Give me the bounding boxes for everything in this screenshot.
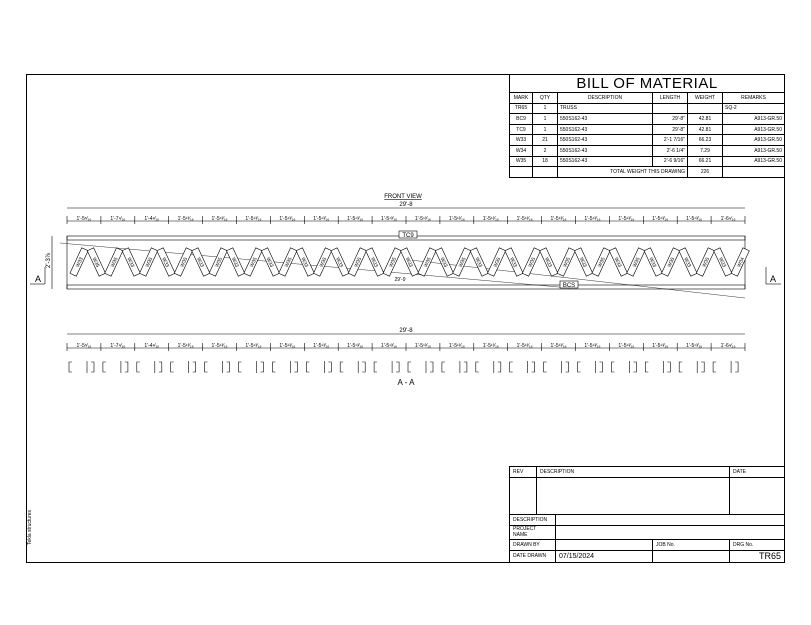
section-span-dim: 1'-5¹³⁄₁₆ <box>414 343 431 349</box>
web-member <box>609 248 628 277</box>
web-member <box>226 248 245 277</box>
web-member <box>644 248 663 277</box>
bom-remarks: A913-GR.50 <box>723 124 785 135</box>
bom-remarks: SQ-2 <box>723 103 785 114</box>
web-member <box>435 248 454 277</box>
rev-date-header: DATE <box>730 467 785 478</box>
svg-text:W33: W33 <box>160 256 170 269</box>
web-member <box>87 248 106 277</box>
svg-text:W33: W33 <box>543 256 553 269</box>
job-no-label: JOB No. <box>653 540 730 551</box>
web-member <box>105 248 124 277</box>
bom-weight: 42.81 <box>688 114 723 125</box>
section-member <box>239 361 264 373</box>
section-member <box>103 361 128 373</box>
web-member <box>296 248 315 277</box>
section-span-dim: 1'-5¹³⁄₁₆ <box>584 343 601 349</box>
bom-mark: W34 <box>510 145 533 156</box>
section-member <box>171 361 196 373</box>
svg-text:W34: W34 <box>736 256 746 269</box>
bom-header: DESCRIPTION <box>558 93 653 104</box>
bom-header: QTY <box>533 93 558 104</box>
web-member <box>488 248 507 277</box>
svg-text:W33: W33 <box>334 256 344 269</box>
bom-qty: 1 <box>533 114 558 125</box>
section-member <box>272 361 297 373</box>
bom-header: MARK <box>510 93 533 104</box>
web-member <box>122 248 141 277</box>
svg-text:W35: W35 <box>701 256 712 269</box>
front-span-dim: 1'-5¹³⁄₁₆ <box>550 216 567 222</box>
web-member <box>731 248 750 277</box>
bom-weight: 66.21 <box>688 156 723 167</box>
bom-title: BILL OF MATERIAL <box>510 75 785 93</box>
section-span-dim: 1'-5¹³⁄₁₆ <box>448 343 465 349</box>
section-member <box>340 361 365 373</box>
web-member <box>592 248 611 277</box>
date-drawn-value: 07/15/2024 <box>556 550 653 562</box>
svg-text:W33: W33 <box>195 256 205 269</box>
section-member <box>374 361 399 373</box>
web-member <box>470 248 489 277</box>
bom-remarks: A913-GR.50 <box>723 145 785 156</box>
front-span-dim: 1'-5¹³⁄₁₆ <box>381 216 398 222</box>
svg-text:W35: W35 <box>109 256 120 269</box>
bom-length: 2'-1 7/16" <box>653 135 688 146</box>
bom-header: REMARKS <box>723 93 785 104</box>
truss-height-dim: 2'-3⅞ <box>46 253 52 268</box>
web-member <box>383 248 402 277</box>
svg-text:W33: W33 <box>647 256 658 269</box>
bom-remarks: A913-GR.50 <box>723 114 785 125</box>
svg-text:W33: W33 <box>229 256 240 269</box>
front-span-dim: 1'-5¹³⁄₁₆ <box>414 216 431 222</box>
svg-text:W35: W35 <box>353 256 364 269</box>
bom-remarks: A913-GR.50 <box>723 156 785 167</box>
bom-desc: 550S162-43 <box>558 114 653 125</box>
front-span-dim: 1'-5¹³⁄₁₆ <box>618 216 635 222</box>
web-member <box>209 248 228 277</box>
svg-text:W35: W35 <box>666 256 677 269</box>
bom-qty: 2 <box>533 145 558 156</box>
web-member <box>504 248 523 277</box>
drg-no-label: DRG No. <box>730 540 785 551</box>
web-member <box>400 248 419 277</box>
top-chord-label: TC9 <box>402 233 414 239</box>
section-member <box>476 361 501 373</box>
bom-length: 2'-6 1/4" <box>653 145 688 156</box>
section-member <box>306 361 331 373</box>
web-member <box>678 248 697 277</box>
bom-desc: 550S162-43 <box>558 145 653 156</box>
bom-total-value: 226 <box>688 167 723 178</box>
section-span-dim: 1'-5¹³⁄₁₆ <box>516 343 533 349</box>
web-member <box>557 248 576 277</box>
section-span-dim: 1'-5¹³⁄₁₆ <box>347 343 364 349</box>
front-span-dim: 1'-7⁹⁄₁₆ <box>110 216 126 222</box>
svg-text:W33: W33 <box>75 256 85 269</box>
section-member <box>611 361 636 373</box>
web-member <box>662 248 681 277</box>
front-span-dim: 1'-5¹³⁄₁₆ <box>686 216 703 222</box>
section-overall-dim: 29'-8 <box>399 328 413 334</box>
bom-qty: 18 <box>533 156 558 167</box>
section-span-dim: 1'-5¹³⁄₁₆ <box>686 343 703 349</box>
web-member <box>174 248 193 277</box>
section-member <box>408 361 433 373</box>
section-member <box>679 361 704 373</box>
front-overall-dim: 29'-8 <box>399 202 413 208</box>
rev-header: REV <box>510 467 537 478</box>
bom-desc: TRUSS <box>558 103 653 114</box>
web-member <box>574 248 593 277</box>
svg-text:W33: W33 <box>403 256 414 269</box>
svg-text:W33: W33 <box>125 256 136 269</box>
rev-description-header: DESCRIPTION <box>537 467 730 478</box>
section-span-dim: 1'-5¹³⁄₁₆ <box>618 343 635 349</box>
drg-no-value: TR65 <box>730 550 785 562</box>
svg-text:W35: W35 <box>492 256 503 269</box>
section-span-dim: 1'-5¹³⁄₁₆ <box>245 343 262 349</box>
front-span-dim: 1'-5¹³⁄₁₆ <box>652 216 669 222</box>
bom-mark: W35 <box>510 156 533 167</box>
svg-text:W35: W35 <box>283 256 294 269</box>
software-watermark: Tekla structures <box>27 509 33 545</box>
title-block <box>509 466 785 563</box>
svg-text:W33: W33 <box>299 256 310 269</box>
section-span-dim: 1'-4⁹⁄₁₆ <box>144 343 160 349</box>
svg-text:W35: W35 <box>457 256 468 269</box>
front-span-dim: 1'-5¹³⁄₁₆ <box>482 216 499 222</box>
svg-text:W35: W35 <box>388 256 398 269</box>
web-member <box>330 248 349 277</box>
section-member <box>645 361 670 373</box>
web-member <box>696 248 715 277</box>
bom-desc: 550S162-43 <box>558 124 653 135</box>
bom-length: 29'-8" <box>653 114 688 125</box>
front-span-dim: 1'-5¹³⁄₁₆ <box>245 216 262 222</box>
svg-text:W35: W35 <box>527 256 538 269</box>
web-member <box>279 248 298 277</box>
bom-weight: 42.81 <box>688 124 723 135</box>
section-span-dim: 1'-7⁹⁄₁₆ <box>110 343 126 349</box>
front-span-dim: 1'-5¹³⁄₁₆ <box>448 216 465 222</box>
bom-qty: 21 <box>533 135 558 146</box>
svg-text:W35: W35 <box>179 256 190 269</box>
section-mark-right: A <box>770 274 777 284</box>
bom-qty: 1 <box>533 103 558 114</box>
web-member <box>627 248 646 277</box>
svg-text:W33: W33 <box>717 256 727 269</box>
bottom-chord-label: BCS <box>562 283 576 289</box>
bom-mark: TR65 <box>510 103 533 114</box>
front-span-dim: 1'-5¹³⁄₁₆ <box>177 216 194 222</box>
bom-mark: BC9 <box>510 114 533 125</box>
section-member <box>442 361 467 373</box>
section-span-dim: 1'-5⁵⁄₁₆ <box>76 343 92 349</box>
web-member <box>522 248 541 277</box>
svg-text:W33: W33 <box>438 256 449 269</box>
section-span-dim: 1'-5¹³⁄₁₆ <box>482 343 499 349</box>
web-member <box>70 248 89 277</box>
svg-text:W35: W35 <box>318 256 329 269</box>
date-drawn-label: DATE DRAWN <box>510 550 556 562</box>
section-member <box>205 361 230 373</box>
section-span-dim: 1'-5¹³⁄₁₆ <box>177 343 194 349</box>
svg-text:W35: W35 <box>631 256 642 269</box>
svg-text:W33: W33 <box>369 256 379 269</box>
svg-text:W33: W33 <box>473 256 484 269</box>
bom-length: 29'-8" <box>653 124 688 135</box>
svg-text:W35: W35 <box>597 256 607 269</box>
web-member <box>191 248 210 277</box>
web-member <box>418 248 437 277</box>
bom-mark: W33 <box>510 135 533 146</box>
section-member <box>510 361 535 373</box>
svg-text:W35: W35 <box>249 256 259 269</box>
drawn-by-label: DRAWN BY <box>510 540 556 551</box>
svg-text:W33: W33 <box>612 256 623 269</box>
web-member <box>156 248 175 277</box>
svg-text:W35: W35 <box>562 256 572 269</box>
bom-length: 2'-6 9/16" <box>653 156 688 167</box>
svg-text:W33: W33 <box>682 256 692 269</box>
front-span-dim: 1'-5¹³⁄₁₆ <box>211 216 228 222</box>
section-span-dim: 1'-5¹³⁄₁₆ <box>381 343 398 349</box>
front-span-dim: 1'-5¹³⁄₁₆ <box>584 216 601 222</box>
web-member <box>314 248 333 277</box>
front-span-dim: 1'-5¹³⁄₁₆ <box>279 216 296 222</box>
section-span-dim: 1'-5¹³⁄₁₆ <box>211 343 228 349</box>
section-span-dim: 1'-5¹³⁄₁₆ <box>313 343 330 349</box>
front-view-label: FRONT VIEW <box>384 194 422 200</box>
web-member <box>140 248 159 277</box>
section-span-dim: 1'-5¹³⁄₁₆ <box>279 343 296 349</box>
section-member <box>578 361 603 373</box>
bom-remarks: A913-GR.50 <box>723 135 785 146</box>
bom-header: LENGTH <box>653 93 688 104</box>
web-member <box>713 248 732 277</box>
bom-weight: 66.23 <box>688 135 723 146</box>
section-span-dim: 1'-5¹³⁄₁₆ <box>652 343 669 349</box>
svg-text:W35: W35 <box>144 256 155 269</box>
section-view-label: A - A <box>397 378 415 387</box>
svg-text:W35: W35 <box>90 256 101 269</box>
mid-dim: 29'-9 <box>394 277 406 283</box>
front-span-dim: 1'-5¹³⁄₁₆ <box>347 216 364 222</box>
web-member <box>244 248 263 277</box>
front-span-dim: 1'-5¹³⁄₁₆ <box>516 216 533 222</box>
section-mark-left: A <box>35 274 42 284</box>
svg-text:W33: W33 <box>264 256 275 269</box>
bom-mark: TC9 <box>510 124 533 135</box>
bom-weight: 7.29 <box>688 145 723 156</box>
section-member <box>544 361 569 373</box>
section-span-dim: 1'-6⁹⁄₁₆ <box>720 343 736 349</box>
web-member <box>539 248 558 277</box>
bom-total-label: TOTAL WEIGHT THIS DRAWING <box>558 167 688 178</box>
project-name-label: PROJECT NAME <box>510 525 556 539</box>
front-span-dim: 1'-6⁹⁄₁₆ <box>720 216 736 222</box>
svg-text:W33: W33 <box>508 256 518 269</box>
section-member <box>69 361 94 373</box>
section-span-dim: 1'-5¹³⁄₁₆ <box>550 343 567 349</box>
bottom-chord <box>67 285 745 289</box>
front-span-dim: 1'-5¹³⁄₁₆ <box>313 216 330 222</box>
svg-text:W35: W35 <box>423 256 433 269</box>
front-span-dim: 1'-5⁵⁄₁₆ <box>76 216 92 222</box>
front-span-dim: 1'-4⁹⁄₁₆ <box>144 216 160 222</box>
bom-header: WEIGHT <box>688 93 723 104</box>
bom-desc: 550S162-43 <box>558 135 653 146</box>
bom-qty: 1 <box>533 124 558 135</box>
web-member <box>348 248 367 277</box>
section-member <box>713 361 738 373</box>
section-member <box>137 361 162 373</box>
web-member <box>453 248 472 277</box>
description-label: DESCRIPTION <box>510 514 556 525</box>
bom-desc: 550S162-43 <box>558 156 653 167</box>
svg-text:W35: W35 <box>214 256 224 269</box>
web-member <box>365 248 384 277</box>
svg-text:W33: W33 <box>577 256 588 269</box>
